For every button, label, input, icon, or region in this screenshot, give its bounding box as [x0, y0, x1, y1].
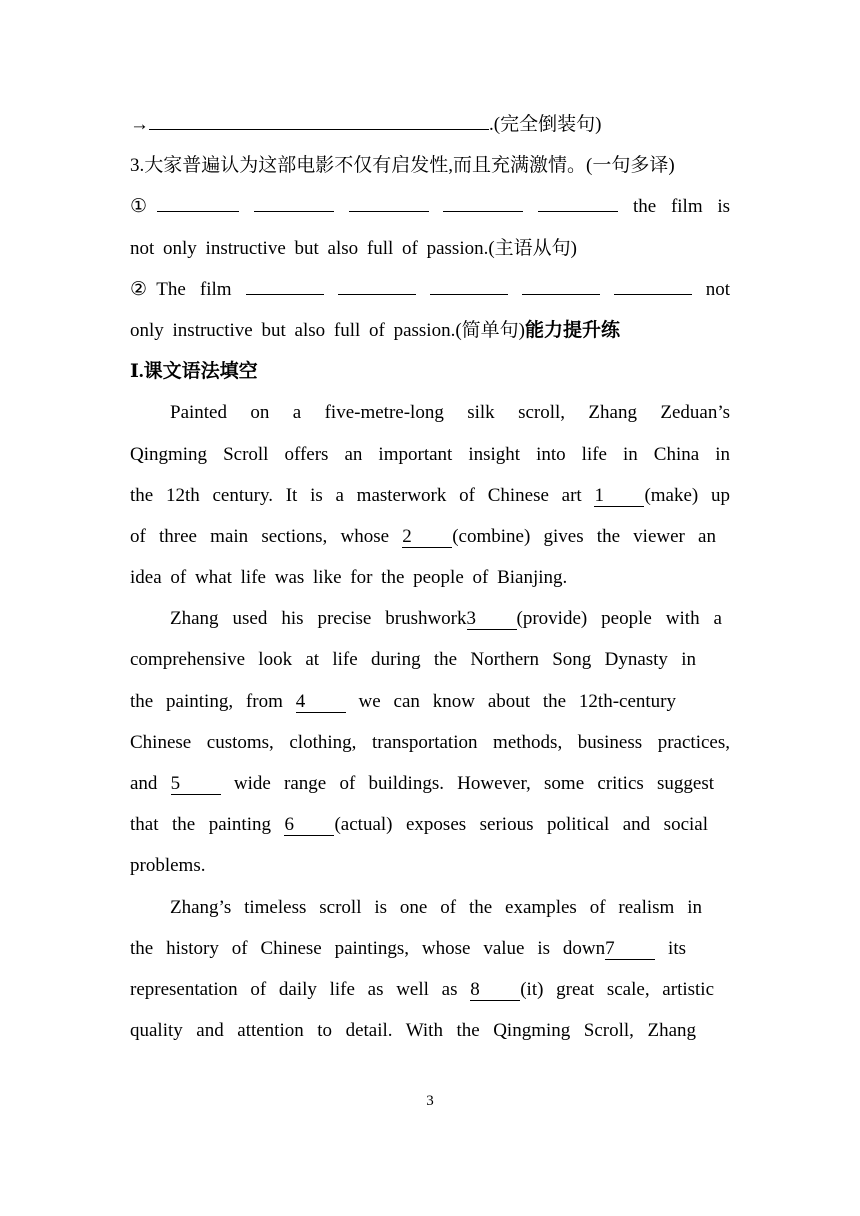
- passage-line: [130, 928, 686, 969]
- answer-blank[interactable]: [149, 109, 489, 130]
- passage-line: [130, 475, 730, 516]
- translation-2-continued: [130, 310, 730, 351]
- passage-text: representation of daily life as well as: [130, 978, 471, 1000]
- blank-6[interactable]: 6: [284, 815, 334, 836]
- passage-text: its: [655, 937, 686, 959]
- sentence-text: only instructive but also full of passion.(简单句): [130, 319, 525, 341]
- passage-text: of three main sections, whose: [130, 525, 403, 547]
- section-title-grammar-fill: Ⅰ.课文语法填空: [130, 361, 258, 383]
- passage-text: (make) up: [644, 484, 730, 506]
- passage-text: the 12th century. It is a masterwork of Chinese art: [130, 484, 595, 506]
- passage-text: (provide) people with a: [516, 608, 722, 630]
- document-page: [130, 104, 730, 1051]
- answer-blank[interactable]: [614, 274, 692, 295]
- blank-5[interactable]: 5: [171, 774, 221, 795]
- sentence-head: ②The film: [130, 278, 232, 300]
- blank-7[interactable]: 7: [605, 939, 655, 960]
- blank-1[interactable]: 1: [594, 486, 644, 507]
- passage-text: (actual) exposes serious political and social: [334, 814, 708, 836]
- answer-blank[interactable]: [246, 274, 324, 295]
- passage-line: Chinese customs, clothing, transportation methods, business practices,: [130, 731, 730, 753]
- blank-2[interactable]: 2: [402, 527, 452, 548]
- translation-2-line: [130, 269, 730, 310]
- sentence-tail: not: [705, 278, 730, 300]
- passage-text: (it) great scale, artistic: [520, 978, 714, 1000]
- passage-text: we can know about the 12th-century: [345, 690, 676, 712]
- translation-1-line: [130, 186, 730, 227]
- sentence-tail: the film is: [632, 196, 730, 218]
- passage-line: Zhang’s timeless scroll is one of the examples of realism in: [170, 896, 702, 918]
- answer-blank[interactable]: [254, 191, 334, 212]
- passage-line: Qingming Scroll offers an important insight into life in China in: [130, 443, 730, 465]
- answer-blank[interactable]: [430, 274, 508, 295]
- passage-text: and: [130, 773, 171, 794]
- circle-number-1: ①: [130, 196, 158, 218]
- passage-text: the history of Chinese paintings, whose value is down: [130, 937, 606, 959]
- answer-blank[interactable]: [338, 274, 416, 295]
- passage-line: comprehensive look at life during the Northern Song Dynasty in: [130, 649, 696, 671]
- answer-line-inversion: [130, 104, 730, 145]
- arrow: →: [130, 114, 149, 135]
- blank-4[interactable]: 4: [296, 692, 346, 713]
- section-heading-practice: 能力提升练: [524, 319, 620, 341]
- passage-line: idea of what life was like for the people of Bianjing.: [130, 567, 568, 589]
- blank-8[interactable]: 8: [470, 980, 520, 1001]
- passage-line: [130, 763, 714, 804]
- page-number: 3: [426, 1093, 434, 1109]
- passage-text: Zhang used his precise brushwork: [170, 608, 467, 630]
- answer-blank[interactable]: [157, 191, 239, 212]
- passage-text: the painting, from: [130, 690, 296, 712]
- answer-blank[interactable]: [522, 274, 600, 295]
- passage-line: quality and attention to detail. With the Qingming Scroll, Zhang: [130, 1020, 696, 1042]
- answer-blank[interactable]: [538, 191, 618, 212]
- passage-line: [130, 804, 708, 845]
- passage-line: [130, 516, 716, 557]
- passage-text: that the painting: [130, 814, 285, 836]
- question-3: 3.大家普遍认为这部电影不仅有启发性,而且充满激情。(一句多译): [130, 155, 675, 177]
- passage-line: [130, 681, 676, 722]
- note-inversion: .(完全倒装句): [489, 114, 602, 135]
- answer-blank[interactable]: [349, 191, 429, 212]
- translation-1-continued: not only instructive but also full of passion.(主语从句): [130, 237, 578, 259]
- passage-line: Painted on a five-metre-long silk scroll, Zhang Zeduan’s: [170, 402, 730, 424]
- answer-blank[interactable]: [443, 191, 523, 212]
- passage-line: problems.: [130, 855, 206, 877]
- passage-text: wide range of buildings. However, some critics suggest: [220, 773, 714, 794]
- passage-line: [130, 969, 714, 1010]
- blank-3[interactable]: 3: [467, 609, 517, 630]
- passage-line: [130, 598, 722, 639]
- passage-text: (combine) gives the viewer an: [452, 525, 716, 547]
